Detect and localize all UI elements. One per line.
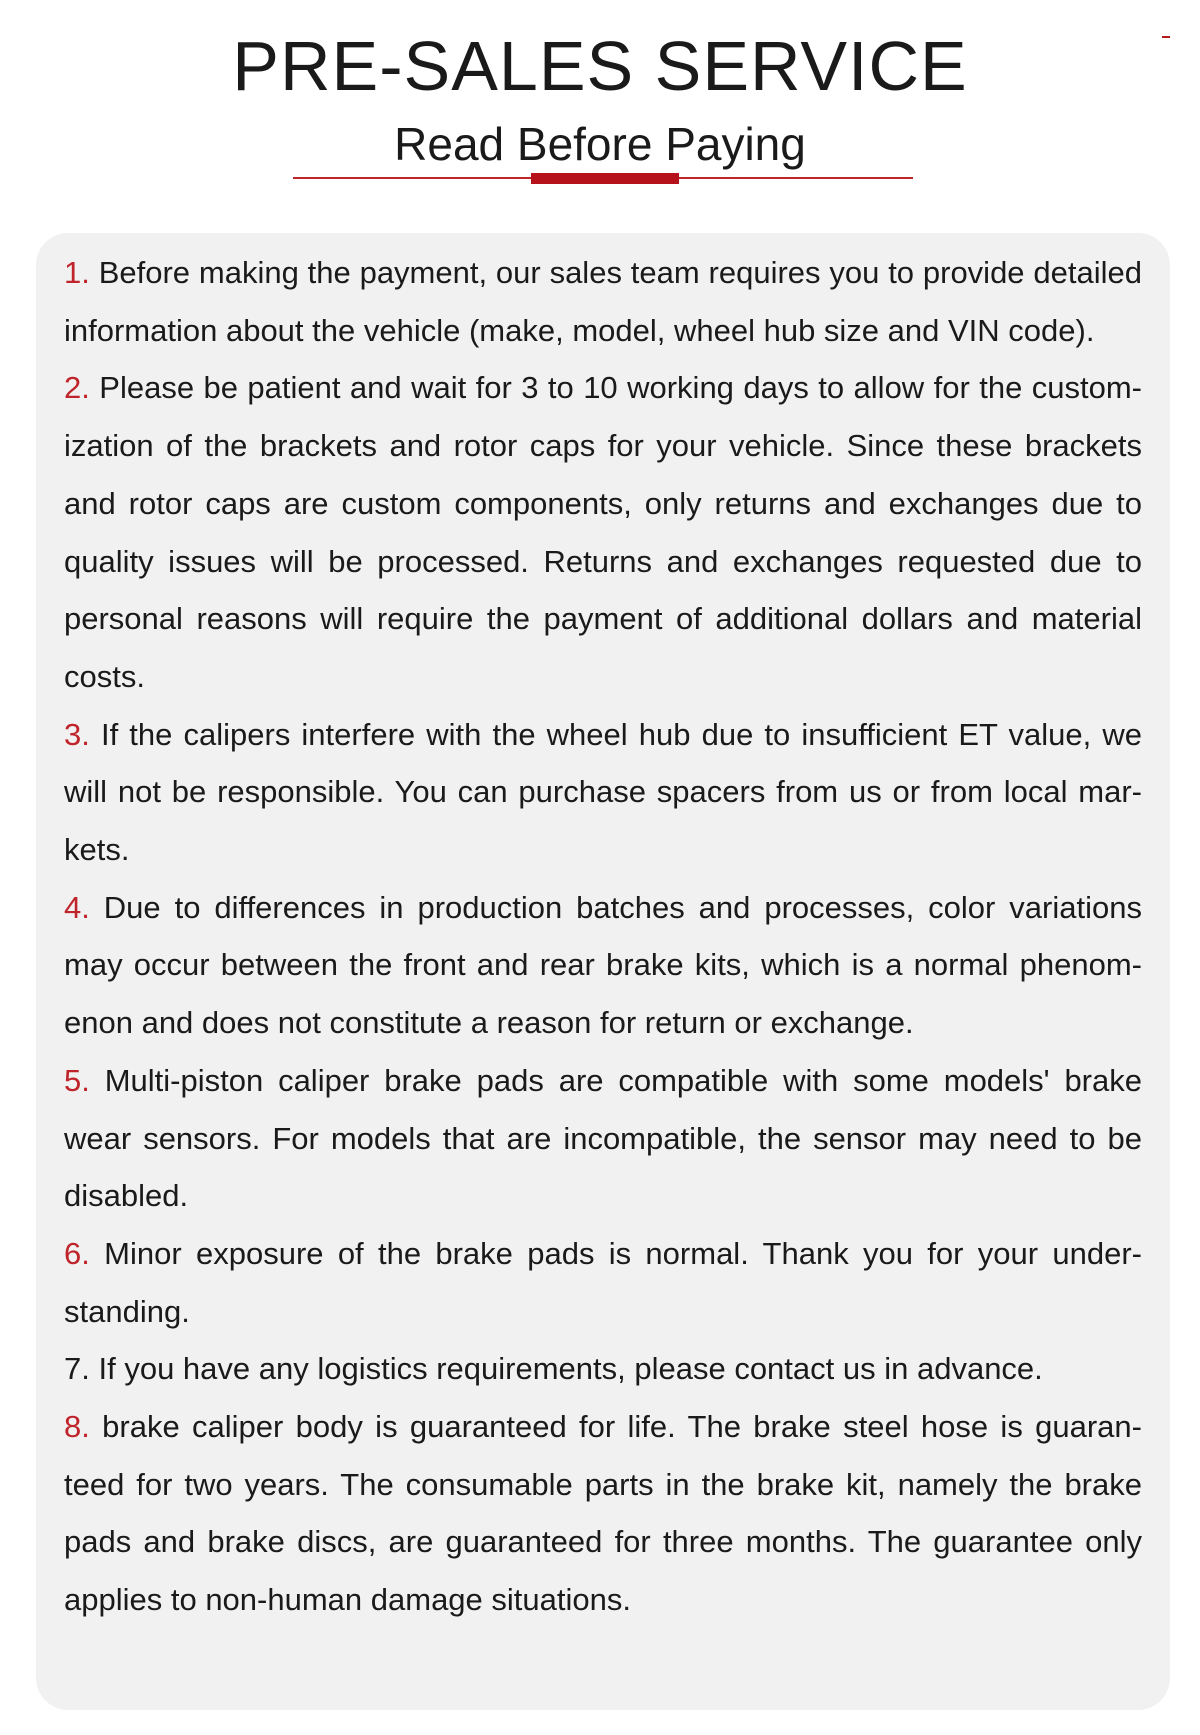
page-title: PRE-SALES SERVICE xyxy=(232,27,968,105)
page-subtitle: Read Before Paying xyxy=(394,118,806,170)
note-item xyxy=(64,1398,1142,1629)
note-text: brake caliper body is guaranteed for life. The brake steel hose is guaranteed for two years. The consumable parts in the brake kit, namely the brake pads and brake discs, are guaranteed for three months. The guarantee only applies to non-human damage situations. xyxy=(64,1409,1142,1618)
page-header xyxy=(0,18,1200,174)
note-number: 1. xyxy=(64,255,90,290)
title-divider-accent xyxy=(531,173,679,184)
note-number: 5. xyxy=(64,1062,90,1098)
note-number: 3. xyxy=(64,716,90,752)
note-text: Multi-piston caliper brake pads are compatible with some models' brake wear sensors. For models that are incompatible, the sensor may need to be disabled. xyxy=(64,1062,1142,1214)
note-number: 2. xyxy=(64,370,90,406)
note-number: 6. xyxy=(64,1235,90,1271)
note-text: Please be patient and wait for 3 to 10 working days to allow for the customization of the brackets and rotor caps for your vehicle. Since these brackets and rotor caps are custom components, only returns and exchanges due to quality issues will be processed. Returns and exchanges requested due to personal reasons will require the payment of additional dollars and material costs. xyxy=(64,370,1142,694)
note-number: 8. xyxy=(64,1409,90,1445)
note-item xyxy=(64,1340,1142,1398)
note-item xyxy=(64,879,1142,1052)
note-text: Before making the payment, our sales team requires you to provide detailed information about the vehicle (make, model, wheel hub size and VIN code). xyxy=(64,255,1142,348)
note-item xyxy=(64,1052,1142,1225)
notes-panel xyxy=(36,233,1170,1710)
note-number: 7. xyxy=(64,1351,90,1387)
note-number: 4. xyxy=(64,889,90,925)
note-item xyxy=(64,706,1142,879)
note-text: Minor exposure of the brake pads is normal. Thank you for your understanding. xyxy=(64,1235,1142,1329)
note-item xyxy=(64,359,1142,705)
note-text: If the calipers interfere with the wheel hub due to insufficient ET value, we will not be responsible. You can purchase spacers from us or from local markets. xyxy=(64,716,1142,868)
note-item xyxy=(64,244,1142,359)
note-text: If you have any logistics requirements, please contact us in advance. xyxy=(98,1351,1043,1387)
note-text: Due to differences in production batches and processes, color variations may occur between the front and rear brake kits, which is a normal phenomenon and does not constitute a reason for return or exchange. xyxy=(64,889,1142,1041)
note-item xyxy=(64,1225,1142,1340)
